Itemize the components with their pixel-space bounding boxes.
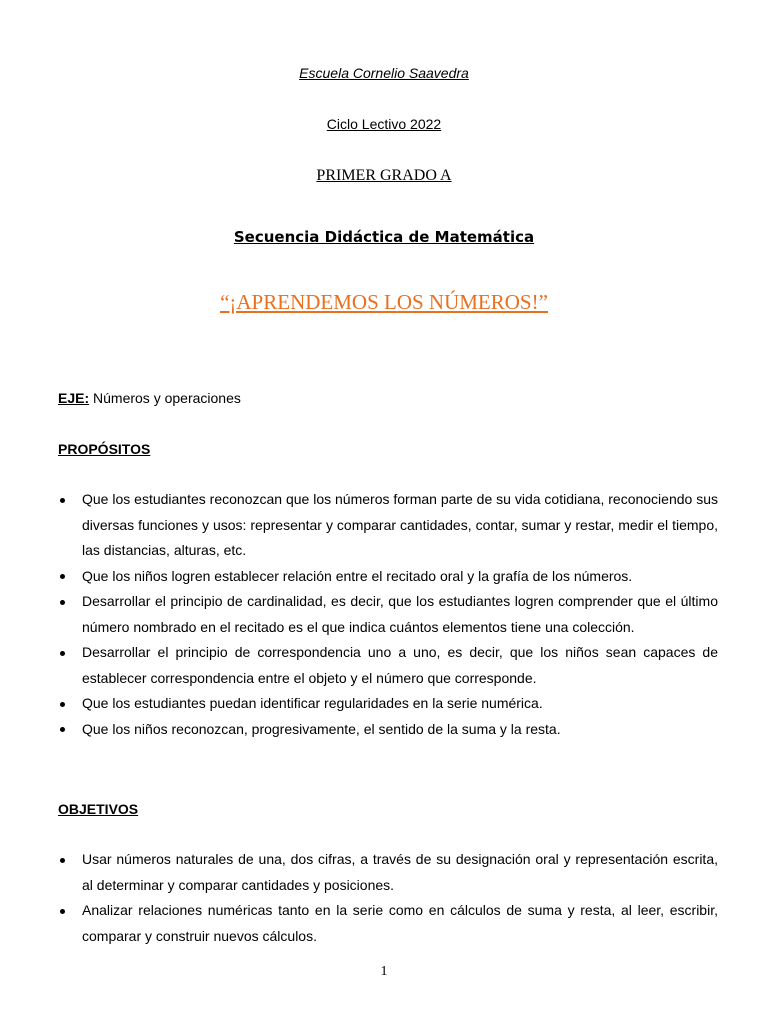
page-number: 1 [380,964,388,979]
list-item: Desarrollar el principio de correspondencia uno a uno, es decir, que los niños sean capaces de establecer correspondencia entre el objeto y el número que corresponde. [58,640,718,691]
eje-label: EJE: [58,390,90,406]
list-item: Usar números naturales de una, dos cifras, a través de su designación oral y representación escrita, al determinar y comparar cantidades y posiciones. [58,847,718,898]
propositos-heading: PROPÓSITOS [58,441,151,457]
list-item: Que los niños reconozcan, progresivamente, el sentido de la suma y la resta. [58,717,718,743]
list-item: Analizar relaciones numéricas tanto en la serie como en cálculos de suma y resta, al leer, escribir, comparar y construir nuevos cálculos. [58,898,718,949]
list-item: Que los estudiantes reconozcan que los números forman parte de su vida cotidiana, reconociendo sus diversas funciones y usos: representar y comparar cantidades, contar, sumar y restar, medir el tiempo, las distancias, alturas, etc. [58,487,718,564]
objetivos-list [58,847,718,949]
school-year: Ciclo Lectivo 2022 [326,116,442,132]
school-name: Escuela Cornelio Saavedra [299,65,469,81]
list-item: Que los estudiantes puedan identificar regularidades en la serie numérica. [58,691,718,717]
eje-value: Números y operaciones [93,390,241,406]
propositos-list [58,487,718,742]
document-title: “¡APRENDEMOS LOS NÚMEROS!” [220,290,548,314]
objetivos-heading: OBJETIVOS [58,801,139,817]
list-item: Que los niños logren establecer relación entre el recitado oral y la grafía de los números. [58,564,718,590]
document-subtitle: Secuencia Didáctica de Matemática [233,228,535,246]
list-item: Desarrollar el principio de cardinalidad, es decir, que los estudiantes logren comprender que el último número nombrado en el recitado es el que indica cuántos elementos tiene una colección. [58,589,718,640]
grade-title: PRIMER GRADO A [316,167,452,184]
eje-line [58,390,241,406]
